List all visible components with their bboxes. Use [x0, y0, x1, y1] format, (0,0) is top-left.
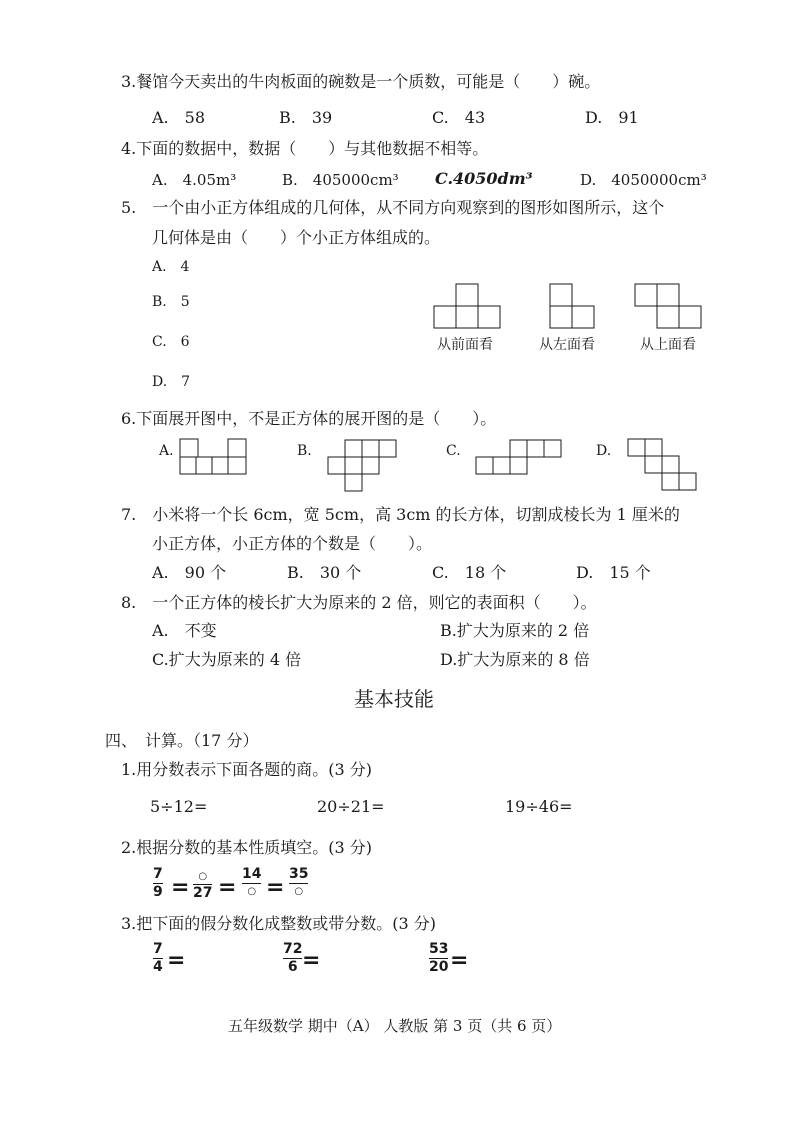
q3-option-a: A. 58 [152, 108, 206, 127]
sub2-fraction-1-den: 9 [153, 884, 163, 900]
top-view-square [635, 284, 657, 306]
q4-option-d: D. 4050000cm³ [580, 171, 707, 189]
q5-view-label-top: 从上面看 [640, 337, 696, 353]
net-d-square [662, 473, 679, 490]
sub3-fraction-2-num: 72 [283, 941, 303, 957]
sub2-fraction-1-num: 7 [153, 866, 163, 882]
top-view-square [657, 306, 679, 328]
net-d-square [662, 456, 679, 473]
q6-cube-nets [170, 434, 710, 496]
net-d-square [645, 439, 662, 456]
net-c-square [510, 440, 527, 457]
equals-sign: = [218, 875, 237, 900]
sub2-fraction-3-den: ○ [247, 886, 257, 897]
part4-sub2-stem: 2.根据分数的基本性质填空。(3 分) [121, 838, 373, 857]
part4-sub3-stem: 3.把下面的假分数化成整数或带分数。(3 分) [121, 914, 437, 933]
q3-option-d: D. 91 [585, 108, 639, 127]
net-c-square [527, 440, 544, 457]
sub2-fraction-1 [153, 867, 163, 900]
left-view-square [572, 306, 594, 328]
q7-stem-line1: 7. 小米将一个长 6cm，宽 5cm，高 3cm 的长方体，切割成棱长为 1 厘米的 [121, 505, 680, 524]
q4-stem: 4.下面的数据中，数据（ ）与其他数据不相等。 [121, 139, 489, 158]
sub3-fraction-2 [283, 942, 302, 975]
sub2-fraction-3-num: 14 [242, 866, 262, 882]
q5-view-label-front: 从前面看 [437, 337, 493, 353]
q3-option-c: C. 43 [432, 108, 486, 127]
section-title: 基本技能 [354, 687, 434, 711]
front-view-square [456, 284, 478, 306]
q8-option-a: A. 不变 [152, 621, 217, 640]
q6-option-a: A. [159, 443, 174, 459]
q8-option-b: B.扩大为原来的 2 倍 [440, 621, 590, 640]
net-a-square [228, 439, 246, 457]
equals-sign: = [450, 948, 469, 973]
q8-stem: 8. 一个正方体的棱长扩大为原来的 2 倍，则它的表面积（ ）。 [121, 593, 597, 612]
top-view-square [679, 306, 701, 328]
net-a-square [228, 457, 246, 474]
q6-option-b: B. [297, 443, 312, 459]
net-b-square [328, 457, 345, 474]
q5-option-d: D. 7 [152, 374, 191, 390]
left-view-square [550, 306, 572, 328]
q3-option-b: B. 39 [279, 108, 333, 127]
q6-option-c: C. [446, 443, 461, 459]
q5-stem-line1: 5. 一个由小正方体组成的几何体，从不同方向观察到的图形如图所示，这个 [121, 198, 665, 217]
front-view-square [478, 306, 500, 328]
equals-sign: = [302, 948, 321, 973]
q5-view-diagrams [430, 280, 720, 330]
sub3-fraction-1-num: 7 [153, 941, 163, 957]
part4-sub1-item-1: 5÷12= [150, 797, 208, 816]
sub3-fraction-3-num: 53 [429, 941, 449, 957]
net-a-square [196, 457, 212, 474]
net-a-square [212, 457, 228, 474]
q7-option-b: B. 30 个 [287, 563, 362, 582]
q5-stem-line2: 几何体是由（ ）个小正方体组成的。 [152, 228, 441, 247]
q6-stem: 6.下面展开图中，不是正方体的展开图的是（ ）。 [121, 409, 497, 428]
q7-stem-line2: 小正方体，小正方体的个数是（ ）。 [152, 534, 433, 553]
sub3-fraction-2-den: 6 [287, 959, 298, 975]
q7-option-c: C. 18 个 [432, 563, 507, 582]
q7-option-d: D. 15 个 [576, 563, 651, 582]
sub2-fraction-4-num: 35 [289, 866, 309, 882]
sub3-fraction-1-den: 4 [153, 959, 163, 975]
net-d-square [628, 439, 645, 456]
net-b-square [345, 440, 362, 457]
sub2-fraction-2-num: ○ [198, 871, 208, 882]
q4-option-c: C.4050dm³ [435, 169, 533, 188]
net-a-square [180, 457, 196, 474]
net-a-square [180, 439, 198, 457]
q5-option-a: A. 4 [152, 259, 190, 275]
q4-option-b: B. 405000cm³ [282, 171, 399, 189]
sub2-fraction-2 [193, 870, 212, 901]
net-c-square [544, 440, 561, 457]
fraction-bar [242, 883, 261, 884]
q5-option-b: B. 5 [152, 294, 190, 310]
part4-sub1-item-3: 19÷46= [505, 797, 573, 816]
equals-sign: = [266, 875, 285, 900]
q5-view-label-left: 从左面看 [539, 337, 595, 353]
sub3-fraction-3-den: 20 [429, 959, 449, 975]
front-view-square [456, 306, 478, 328]
net-c-square [476, 457, 493, 474]
q8-option-c: C.扩大为原来的 4 倍 [152, 650, 302, 669]
q8-option-d: D.扩大为原来的 8 倍 [440, 650, 590, 669]
net-b-square [345, 474, 362, 491]
net-d-square [679, 473, 696, 490]
part4-sub1-item-2: 20÷21= [317, 797, 385, 816]
net-b-square [379, 440, 396, 457]
q3-stem: 3.餐馆今天卖出的牛肉板面的碗数是一个质数，可能是（ ）碗。 [121, 72, 601, 91]
sub3-fraction-1 [153, 942, 163, 975]
q6-option-d: D. [596, 443, 612, 459]
sub3-fraction-3 [429, 942, 448, 975]
sub2-fraction-3 [242, 867, 261, 898]
net-b-square [345, 457, 362, 474]
net-d-square [645, 456, 662, 473]
left-view-square [550, 284, 572, 306]
net-b-square [362, 440, 379, 457]
part4-title: 四、 计算。（17 分） [105, 731, 259, 750]
page-footer: 五年级数学 期中（A） 人教版 第 3 页（共 6 页） [228, 1017, 562, 1035]
sub2-fraction-4 [289, 867, 308, 898]
sub2-fraction-4-den: ○ [294, 886, 304, 897]
net-c-square [510, 457, 527, 474]
q7-option-a: A. 90 个 [152, 563, 227, 582]
front-view-square [434, 306, 456, 328]
q5-option-c: C. 6 [152, 334, 190, 350]
equals-sign: = [171, 875, 190, 900]
top-view-square [657, 284, 679, 306]
sub2-fraction-2-den: 27 [193, 885, 213, 901]
net-c-square [493, 457, 510, 474]
fraction-bar [289, 883, 308, 884]
equals-sign: = [167, 948, 186, 973]
part4-sub1-stem: 1.用分数表示下面各题的商。(3 分) [121, 760, 373, 779]
net-b-square [362, 457, 379, 474]
q4-option-a: A. 4.05m³ [152, 171, 237, 189]
